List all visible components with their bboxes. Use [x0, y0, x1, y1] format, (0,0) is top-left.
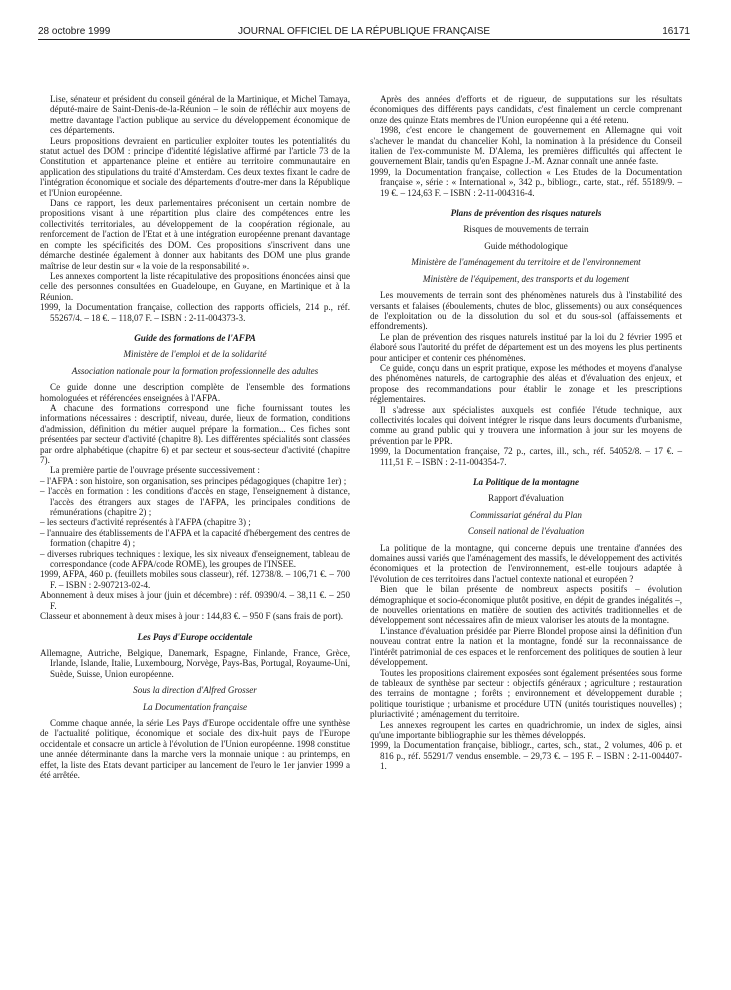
section-title: Plans de prévention des risques naturels: [450, 208, 602, 219]
reference: Abonnement à deux mises à jour (juin et décembre) : réf. 09390/4. – 38,11 €. – 250 F.: [40, 590, 350, 611]
reference: 1999, la Documentation française, 72 p., cartes, ill., sch., réf. 54052/8. – 17 €. – 111,51 F. – ISBN : 2-11-004354-7.: [370, 446, 682, 467]
paragraph: Après des années d'efforts et de rigueur, de supputations sur les résultats économiques des différents pays candidats, c'est finalement un cercle comprenant onze des quinze Etats membres de l'Union européenne qui a été retenu.: [370, 94, 682, 125]
paragraph: Bien que le bilan présente de nombreux aspects positifs – évolution démographique et socio-économique plutôt positive, en dépit de grandes inégalités –, de nouvelles orientations en matière de soutien des activités traditionnelles et de développement sont nécessaires afin de mieux valoriser les atouts de la montagne.: [370, 584, 682, 626]
paragraph: Les mouvements de terrain sont des phénomènes naturels dus à l'instabilité des versants et falaises (éboulements, chutes de bloc, glissements) ou aux conséquences de l'exploitation ou de la dissolution du sol et du sous-sol (affaissements et effondrements).: [370, 290, 682, 332]
list-item: – diverses rubriques techniques : lexique, les six niveaux d'enseignement, tableau de correspondance (code AFPA/code ROME), les groupes de l'INSEE.: [40, 548, 350, 570]
association: Association nationale pour la formation professionnelle des adultes: [71, 365, 319, 376]
left-column: [40, 94, 350, 780]
paragraph: La politique de la montagne, qui concerne depuis une trentaine d'années des domaines aussi variés que l'aménagement des massifs, le développement des activités économiques et la protection de l'environnement, est-elle toujours adaptée à l'évolution de ces territoires dans l'actuel contexte national et européen ?: [370, 542, 682, 584]
section-title: La Politique de la montagne: [472, 477, 580, 487]
header-date: 28 octobre 1999: [38, 26, 111, 37]
paragraph: Leurs propositions devraient en particulier exploiter toutes les potentialités du statut actuel des DOM : principe d'identité législative affirmé par l'article 73 de la Constitution et appartenance pleine et entière au territoire communautaire en application des stipulations du traité d'Amsterdam. Ces deux textes fixant le cadre de l'intégration économique et sociale des départements d'outre-mer dans la République et l'Union européenne.: [40, 135, 350, 198]
paragraph: Les annexes comportent la liste récapitulative des propositions énoncées ainsi que celle des personnes consultées en Guadeloupe, en Guyane, en Martinique et à la Réunion.: [40, 270, 350, 302]
header-rule: [38, 39, 690, 40]
paragraph: Le plan de prévention des risques naturels institué par la loi du 2 février 1995 et élaboré sous l'autorité du préfet de département est un des moyens les plus pertinents pour anticiper et contenir ces phénomènes.: [370, 331, 682, 363]
section-title: Guide des formations de l'AFPA: [134, 332, 256, 343]
subtitle: Rapport d'évaluation: [488, 493, 564, 504]
right-column: [370, 94, 682, 772]
paragraph: L'instance d'évaluation présidée par Pierre Blondel propose ainsi la définition d'un nouveau contrat entre la nation et la montagne, fondé sur la reconnaissance de l'intérêt patrimonial de ces espaces et le renforcement des politiques de soutien à leur développement.: [370, 625, 682, 668]
council: Conseil national de l'évaluation: [467, 526, 585, 537]
reference: Classeur et abonnement à deux mises à jour : 144,83 €. – 950 F (sans frais de port).: [40, 611, 344, 622]
paragraph: 1998, c'est encore le changement de gouvernement en Allemagne qui voit s'achever le mandat du chancelier Kohl, la nomination à la présidence du Conseil italien de l'ex-communiste M. D'Alema, les premières difficultés qui affectent le gouvernement Blair, tandis qu'en Espagne J.-M. Aznar connaît une année faste.: [370, 125, 682, 167]
ministry: Ministère de l'aménagement du territoire et de l'environnement: [411, 257, 641, 268]
section-title: Les Pays d'Europe occidentale: [137, 631, 253, 642]
header-page-number: 16171: [662, 26, 690, 37]
paragraph: Il s'adresse aux spécialistes auxquels est confiée l'étude technique, aux collectivités locales qui doivent intégrer le risque dans leurs documents d'urbanisme, comme au grand public qui y trouvera une information à jour sur les moyens de prévention par le PPR.: [370, 404, 682, 446]
reference: 1999, la Documentation française, bibliogr., cartes, sch., stat., 2 volumes, 406 p. et 816 p., réf. 55291/7 vendus ensemble. – 29,73 €. – 195 F. – ISBN : 2-11-004407-1.: [370, 740, 682, 772]
subtitle: Risques de mouvements de terrain: [463, 224, 589, 235]
paragraph: Ce guide donne une description complète de l'ensemble des formations homologuées et référencées enseignées à l'AFPA.: [40, 382, 350, 403]
ministry: Ministère de l'équipement, des transports et du logement: [422, 273, 630, 284]
paragraph: Les annexes regroupent les cartes en quadrichromie, un index de sigles, ainsi qu'une importante bibliographie sur les thèmes développés.: [370, 719, 682, 740]
paragraph: La première partie de l'ouvrage présente successivement :: [50, 465, 260, 476]
page-header: [38, 26, 690, 40]
reference: 1999, la Documentation française, collection des rapports officiels, 214 p., réf. 55267/4. – 18 €. – 118,07 F. – ISBN : 2-11-004373-3.: [40, 302, 350, 323]
direction: Sous la direction d'Alfred Grosser: [133, 685, 257, 696]
paragraph: Lise, sénateur et président du conseil général de la Martinique, et Michel Tamaya, député-maire de Saint-Denis-de-la-Réunion – le soin de réfléchir aux moyens de mettre davantage l'action publique au service du développement économique de ces départements.: [50, 94, 350, 136]
paragraph: Dans ce rapport, les deux parlementaires préconisent un certain nombre de propositions visant à une répartition plus claire des compétences entre les collectivités territoriales, au développement de la coopération régionale, au renforcement de l'action de l'Etat et à une intégration européenne prenant davantage en compte les spécificités des DOM. Ces propositions s'inscrivent dans une démarche destinée également à donner aux habitants des DOM une plus grande maîtrise de leur destin sur « la voie de la responsabilité ».: [40, 198, 350, 271]
paragraph: Toutes les propositions clairement exposées sont également présentées sous forme de tableaux de synthèse par secteur : objectifs généraux ; agriculture ; restauration des terrains de montagne ; forêts ; environnement et développement durable ; politique touristique ; urbanisme et procédure UTN (unités touristiques nouvelles) ; pluriactivité ; aménagement du territoire.: [370, 667, 682, 720]
paragraph: A chacune des formations correspond une fiche fournissant toutes les informations nécessaires : descriptif, niveau, durée, lieux de formation, conditions d'admission, définition du métier auquel prépare la formation... Ces fiches sont présentées par secteur d'activité (chapitre 8). Les différentes spécialités sont classées par ordre alphabétique (chapitre 6) et par secteur et sous-secteur d'activité (chapitre 7).: [40, 402, 350, 465]
subtitle: Guide méthodologique: [484, 240, 568, 251]
list-item: – l'annuaire des établissements de l'AFPA et la capacité d'hébergement des centres de formation (chapitre 4) ;: [40, 527, 350, 549]
list-item: – les secteurs d'activité représentés à l'AFPA (chapitre 3) ;: [40, 517, 251, 528]
list-item: – l'AFPA : son histoire, son organisation, ses principes pédagogiques (chapitre 1er) ;: [40, 475, 347, 486]
reference: 1999, AFPA, 460 p. (feuillets mobiles sous classeur), réf. 12738/8. – 106,71 €. – 700 F. – ISBN : 2-907213-02-4.: [40, 569, 350, 590]
list-item: – l'accès en formation : les conditions d'accès en stage, l'enseignement à distance, l'accès des étrangers aux stages de l'AFPA, les principales conditions de rémunérations (chapitre 2) ;: [40, 486, 350, 518]
paragraph: Ce guide, conçu dans un esprit pratique, expose les méthodes et moyens d'analyse des phénomènes naturels, de cartographie des aléas et d'évaluation des enjeux, et propose des recommandations pour établir le zonage et les prescriptions réglementaires.: [370, 362, 682, 405]
reference: 1999, la Documentation française, collection « Les Etudes de la Documentation française », série : « International », 342 p., bibliogr., carte, stat., réf. 55189/9. – 19 €. – 124,63 F. – ISBN : 2-11-004316-4.: [370, 166, 682, 198]
country-list: Allemagne, Autriche, Belgique, Danemark, Espagne, Finlande, France, Grèce, Irlande, Islande, Italie, Luxembourg, Norvège, Pays-Bas, Portugal, Royaume-Uni, Suède, Suisse, Union européenne.: [40, 647, 350, 679]
publisher: La Documentation française: [142, 701, 248, 712]
header-journal-title: JOURNAL OFFICIEL DE LA RÉPUBLIQUE FRANÇAISE: [237, 26, 491, 37]
ministry: Ministère de l'emploi et de la solidarité: [123, 349, 267, 360]
commissariat: Commissariat général du Plan: [470, 509, 582, 520]
paragraph: Comme chaque année, la série Les Pays d'Europe occidentale offre une synthèse de l'actualité politique, économique et sociale des dix-huit pays de l'Europe occidentale et consacre un article à l'évolution de l'Union européenne. 1998 constitue une année déterminante dans la marche vers la monnaie unique : au printemps, en effet, la liste des Etats devant participer au lancement de l'euro le 1er janvier 1999 a été arrêtée.: [40, 717, 350, 780]
